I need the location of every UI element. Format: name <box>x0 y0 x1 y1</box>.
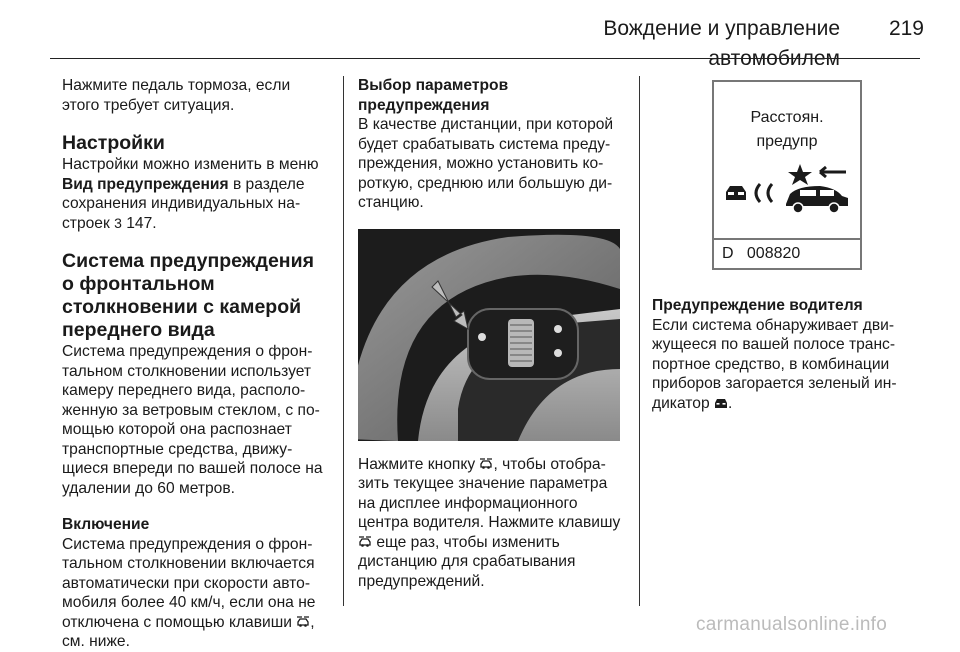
collision-warning-icon <box>720 162 854 222</box>
display-divider <box>714 238 860 240</box>
car-distance-icon <box>296 616 310 628</box>
system-paragraph: Система предупреждения о фронтальном столкновении использует камеру переднего вида, расположенную за ветровым стеклом, с помощью которой она распознает транспортные средства, движущиеся впереди по вашей полосе на удалении до 60 метров. <box>62 343 323 497</box>
column-3 <box>652 76 920 413</box>
watermark: carmanualsonline.info <box>696 614 888 635</box>
display-line-1: Расстоян. <box>750 109 824 126</box>
column-divider-2 <box>639 76 640 606</box>
column-divider-1 <box>343 76 344 606</box>
column-2 <box>358 76 626 591</box>
press-paragraph: Нажмите кнопку , чтобы отобразить текущее значение параметра на дисплее информационного центра водителя. Нажмите клавишу еще раз, чтобы изменить дистанцию для срабатывания предупреждений. <box>358 455 621 590</box>
page-ref-icon: 3 <box>114 214 122 231</box>
system-heading: Система предупреждения о фронтальном столкновении с камерой переднего вида <box>62 250 314 341</box>
display-line-2: предупр <box>756 133 818 150</box>
driver-heading: Предупреждение водителя <box>652 297 863 314</box>
page-ref-number: 147. <box>121 214 157 232</box>
settings-menu-name: Вид предупреждения <box>62 175 229 193</box>
params-heading: Выбор параметров предупреждения <box>358 77 509 114</box>
settings-paragraph: Настройки можно изменить в меню Вид предупреждения в разделе сохранения индивидуальных настроек 3 147. <box>62 156 319 232</box>
car-distance-icon <box>358 536 372 548</box>
driver-paragraph: Если система обнаруживает движущееся по вашей полосе транспортное средство, в комбинации приборов загорается зеленый индикатор . <box>652 316 897 412</box>
steering-wheel-figure <box>358 229 620 441</box>
header-divider <box>50 58 920 59</box>
driver-info-display <box>712 80 862 270</box>
driver-info-display-figure <box>652 70 918 280</box>
enable-paragraph: Система предупреждения о фронтальном столкновении включается автоматически при скорости автомобиля более 40 км/ч, если она не отключена с помощью клавиши , см. ниже. <box>62 535 316 650</box>
display-icons <box>720 162 854 228</box>
settings-heading: Настройки <box>62 132 165 154</box>
enable-heading: Включение <box>62 516 150 533</box>
page-number: 219 <box>888 17 924 40</box>
column-1 <box>62 76 330 652</box>
page-title: Вождение и управление автомобилем <box>603 17 840 70</box>
steering-wheel-illustration <box>358 229 620 441</box>
intro-paragraph: Нажмите педаль тормоза, если этого требует ситуация. <box>62 77 291 114</box>
display-code: D 008820 <box>722 245 801 262</box>
params-paragraph: В качестве дистанции, при которой будет срабатывать система предупреждения, можно установить короткую, среднюю или большую дистанцию. <box>358 116 614 211</box>
car-distance-icon <box>479 458 493 470</box>
car-front-icon <box>714 397 728 409</box>
